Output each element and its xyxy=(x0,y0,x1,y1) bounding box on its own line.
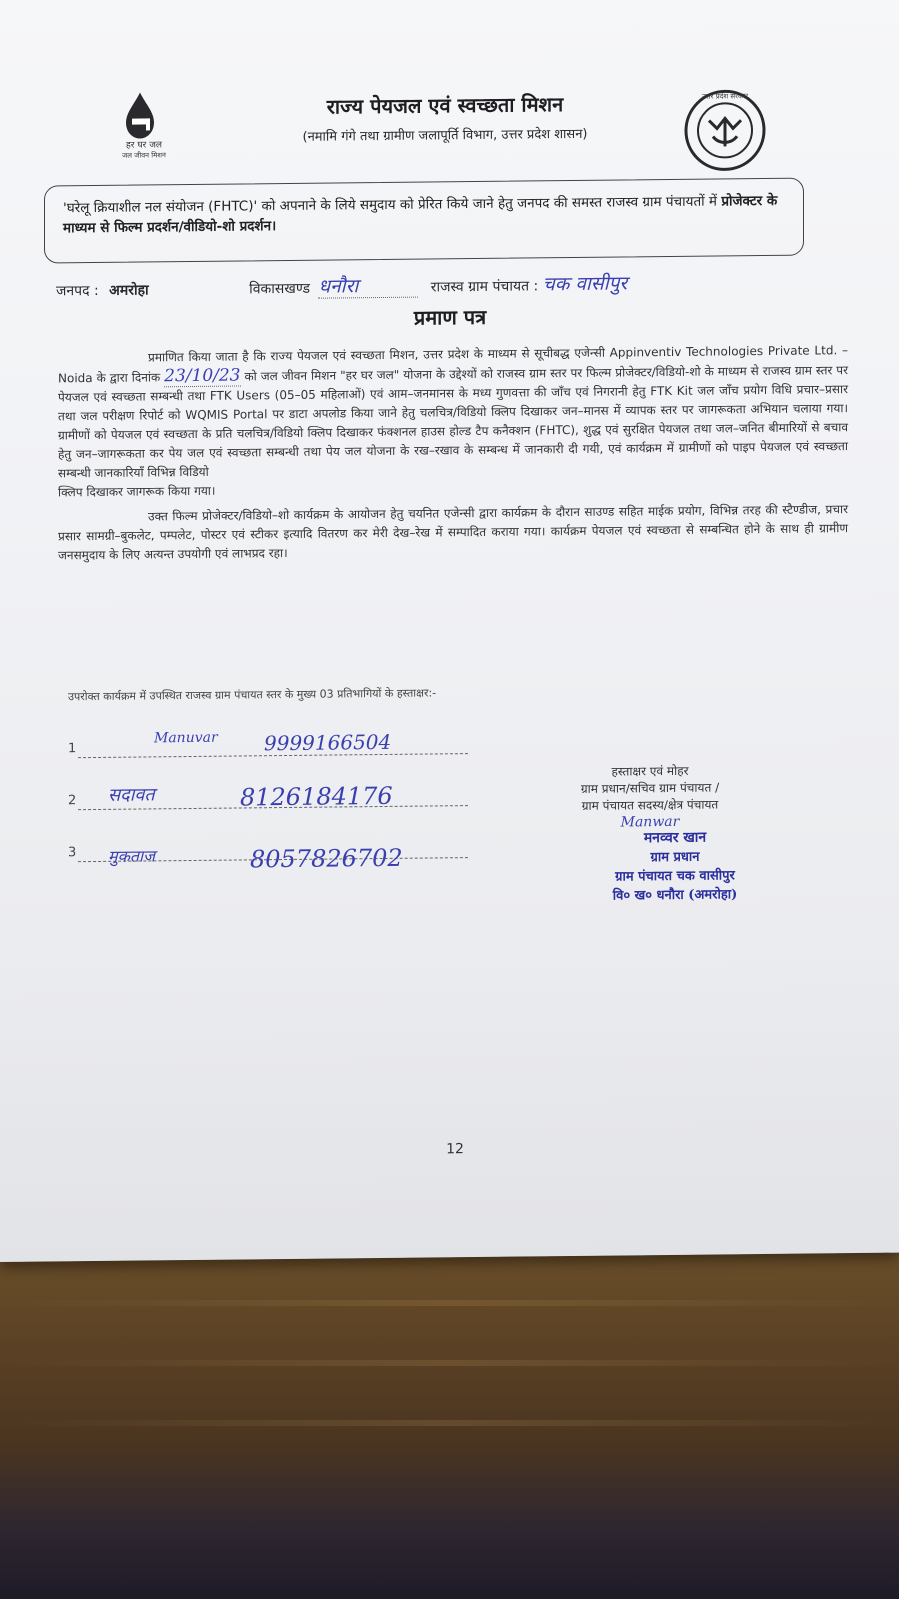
up-government-seal xyxy=(683,88,767,173)
stamp-block: वि० ख० धनौरा (अमरोहा) xyxy=(612,887,738,904)
table-wood-grain xyxy=(0,1300,899,1306)
signing-authority xyxy=(540,762,760,832)
program-banner xyxy=(44,178,804,264)
banner-bold-text: प्रोजेक्टर के माध्यम से फिल्म प्रदर्शन/वीडियो-शो प्रदर्शन। xyxy=(63,192,778,237)
participant-signature: सदावत xyxy=(108,784,155,806)
stamp-panchayat: ग्राम पंचायत चक वासीपुर xyxy=(615,868,735,885)
panchayat-label: राजस्व ग्राम पंचायत : xyxy=(430,278,539,296)
authority-signature: Manwar xyxy=(620,813,680,831)
participant-number: 1 xyxy=(68,741,77,757)
participant-phone: 9999166504 xyxy=(264,729,392,756)
district-value: अमरोहा xyxy=(109,282,149,299)
har-ghar-jal-logo xyxy=(104,90,194,169)
body-paragraph-2: उक्त फिल्म प्रोजेक्टर/विडियो–शो कार्यक्रम के आयोजन हेतु चयनित एजेन्सी द्वारा कार्यक्रम के दौरान साउण्ड सहित माईक प्रयोग, विभिन्न तरह की स्टैण्डीज, प्रचार प्रसार सामग्री–बुकलेट, पम्पलेट, पोस्टर एवं स्टीकर इत्यादि वितरण कर मेरी देख–रेख में सम्पादित कराया गया। कार्यक्रम पेयजल एवं स्वच्छता से सम्बन्धित होने के साथ ही ग्रामीण जनसमुदाय के लिए अत्यन्त उपयोगी एवं लाभप्रद रहा। xyxy=(58,502,848,563)
block-label: विकासखण्ड xyxy=(249,280,310,298)
seal-label: उत्तर प्रदेश सरकार xyxy=(701,92,749,101)
mission-subtitle: (नमामि गंगे तथा ग्रामीण जलापूर्ति विभाग, उत्तर प्रदेश शासन) xyxy=(302,126,588,145)
body-paragraph-1 xyxy=(58,341,848,483)
logo-label: हर घर जल xyxy=(126,140,162,151)
sign-role: ग्राम पंचायत सदस्य/क्षेत्र पंचायत xyxy=(581,797,719,813)
program-date: 23/10/23 xyxy=(164,365,241,387)
sign-role: ग्राम प्रधान/सचिव ग्राम पंचायत / xyxy=(580,780,720,796)
body-text: प्रमाणित किया जाता है कि राज्य पेयजल एवं स्वच्छता मिशन, उत्तर प्रदेश के माध्यम से सूचीबद्ध एजेन्सी Appinventiv Technologies Private Ltd. – Noida के द्वारा दिनांक xyxy=(58,343,848,386)
participant-number: 2 xyxy=(68,793,77,809)
district-label: जनपद : xyxy=(56,282,99,300)
participants-note: उपरोक्त कार्यक्रम में उपस्थित राजस्व ग्राम पंचायत स्तर के मुख्य 03 प्रतिभागियों के हस्ताक्षर:- xyxy=(68,686,437,704)
banner-text: 'घरेलू क्रियाशील नल संयोजन (FHTC)' को अपनाने के लिये समुदाय को प्रेरित किये जाने हेतु जनपद की समस्त राजस्व ग्राम पंचायतों में xyxy=(63,193,722,217)
location-fields xyxy=(56,267,836,301)
sign-label: हस्ताक्षर एवं मोहर xyxy=(611,763,689,779)
participant-signature: Manuvar xyxy=(154,729,218,747)
page-number: 12 xyxy=(446,1141,464,1158)
participant-row xyxy=(68,837,468,875)
mission-title: राज्य पेयजल एवं स्वच्छता मिशन xyxy=(326,92,564,119)
participant-row xyxy=(68,781,468,823)
certificate-body xyxy=(58,341,848,565)
block-value: धनौरा xyxy=(318,275,418,299)
table-wood-grain xyxy=(0,1420,899,1426)
body-paragraph-1-end: क्लिप दिखाकर जागरूक किया गया। xyxy=(58,483,216,500)
participant-phone: 8126184176 xyxy=(240,781,393,812)
pradhan-stamp xyxy=(580,828,770,906)
stamp-designation: ग्राम प्रधान xyxy=(650,849,700,866)
participant-signature: मुकताज xyxy=(108,846,155,866)
participant-row xyxy=(68,729,468,771)
logo-sublabel: जल जीवन मिशन xyxy=(122,151,166,160)
body-text: को जल जीवन मिशन "हर घर जल" योजना के उद्देश्यों को राजस्व ग्राम स्तर पर फिल्म प्रोजेक्टर/विडियो-शो के माध्यम से राजस्व ग्राम स्तर पर पेयजल एवं स्वच्छता सम्बन्धी तथा FTK Users (05–05 महिलाओं) एवं आम–जनमानस के मध्य गुणवत्ता की जाँच एवं निगरानी हेतु FTK Kit जल जाँच प्रयोग विधि प्रचार–प्रसार तथा जल परीक्षण रिपोर्ट को WQMIS Portal पर डाटा अपलोड किया जाने हेतु चलचित्र/विडियो क्लिप दिखाकर जन–मानस में व्यापक स्तर पर जागरूकता अभियान चलाया गया। ग्रामीणों को पेयजल एवं स्वच्छता के प्रति चलचित्र/विडियो क्लिप दिखाकर फंक्शनल हाउस होल्ड टैप कनैक्शन (FHTC), शुद्ध एवं सुरक्षित पेयजल तथा जल–जनित बीमारियों से बचाव हेतु जन–जागरूकता कर पेय जल एवं स्वच्छता सम्बन्धी तथा पेय जल योजना के रख–रखाव के सम्बन्ध में जानकारी दी गयी, एवं कार्यक्रम में ग्रामीणों को पाइप पेयजल एवं स्वच्छता सम्बन्धी जानकारियाँ विभिन्न विडियो xyxy=(58,363,849,481)
participant-number: 3 xyxy=(68,845,77,861)
participant-phone: 8057826702 xyxy=(250,843,403,874)
certificate-title: प्रमाण पत्र xyxy=(413,304,487,330)
stamp-name: मनव्वर खान xyxy=(643,829,707,847)
table-wood-grain xyxy=(0,1360,899,1366)
panchayat-value: चक वासीपुर xyxy=(542,272,628,296)
